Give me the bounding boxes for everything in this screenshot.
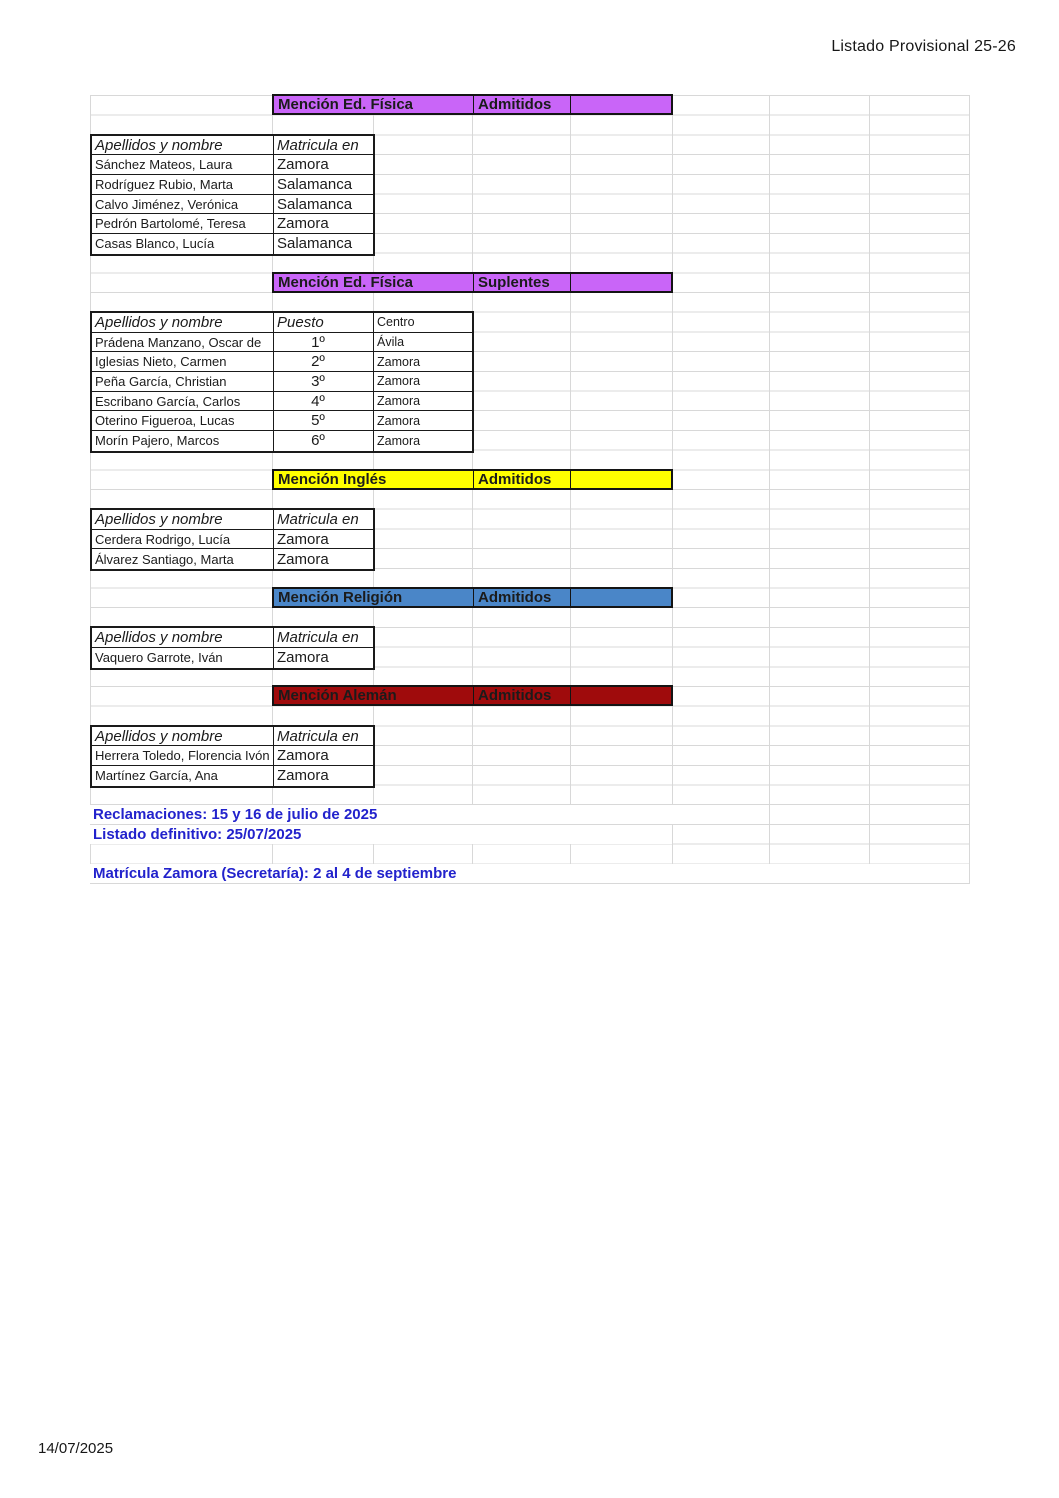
banner-empty-cell bbox=[570, 96, 671, 113]
table-row bbox=[92, 766, 373, 786]
table-row bbox=[92, 175, 373, 195]
name-cell: Rodríguez Rubio, Marta bbox=[95, 176, 234, 192]
name-cell: Casas Blanco, Lucía bbox=[95, 236, 215, 252]
column-header-matricula: Matricula en bbox=[273, 628, 373, 647]
banner-title: Mención Alemán bbox=[278, 687, 397, 705]
column-header-matricula: Matricula en bbox=[273, 510, 373, 529]
name-cell: Calvo Jiménez, Verónica bbox=[95, 196, 239, 212]
table-row bbox=[92, 648, 373, 668]
table-row bbox=[92, 155, 373, 175]
table-row bbox=[92, 352, 472, 372]
banner-empty-cell bbox=[570, 687, 671, 704]
footer-date: 14/07/2025 bbox=[38, 1440, 114, 1457]
table-row bbox=[92, 530, 373, 550]
roster-table-ed-fisica-admitidos bbox=[90, 134, 375, 256]
puesto-cell: 6º bbox=[273, 431, 373, 451]
name-cell: Cerdera Rodrigo, Lucía bbox=[95, 531, 231, 547]
page-title: Listado Provisional 25-26 bbox=[831, 38, 1016, 55]
centro-cell: Zamora bbox=[373, 392, 472, 411]
banner-title: Mención Ed. Física bbox=[278, 273, 414, 291]
banner-status: Admitidos bbox=[473, 687, 570, 704]
table-row bbox=[92, 746, 373, 766]
banner-empty-cell bbox=[570, 471, 671, 488]
table-row bbox=[92, 214, 373, 234]
matricula-cell: Zamora bbox=[273, 648, 373, 668]
table-row bbox=[92, 372, 472, 392]
puesto-cell: 4º bbox=[273, 392, 373, 411]
banner-empty-cell bbox=[570, 589, 671, 606]
centro-cell: Ávila bbox=[373, 333, 472, 352]
name-cell: Escribano García, Carlos bbox=[95, 393, 241, 409]
puesto-cell: 1º bbox=[273, 333, 373, 352]
table-header-row bbox=[92, 510, 373, 530]
column-header-centro: Centro bbox=[373, 313, 472, 332]
table-row bbox=[92, 549, 373, 569]
name-cell: Álvarez Santiago, Marta bbox=[95, 551, 234, 567]
column-header-name: Apellidos y nombre bbox=[95, 136, 223, 154]
name-cell: Oterino Figueroa, Lucas bbox=[95, 413, 235, 429]
matricula-cell: Zamora bbox=[273, 549, 373, 569]
column-header-name: Apellidos y nombre bbox=[95, 727, 223, 745]
matricula-cell: Zamora bbox=[273, 766, 373, 786]
note-line: Listado definitivo: 25/07/2025 bbox=[90, 825, 672, 844]
table-row bbox=[92, 392, 472, 412]
matricula-cell: Salamanca bbox=[273, 234, 373, 254]
table-row bbox=[92, 234, 373, 254]
note-line: Reclamaciones: 15 y 16 de julio de 2025 bbox=[90, 805, 769, 824]
column-header-puesto: Puesto bbox=[273, 313, 373, 332]
puesto-cell: 2º bbox=[273, 352, 373, 371]
table-header-row bbox=[92, 628, 373, 648]
banner-status: Suplentes bbox=[473, 274, 570, 291]
table-row bbox=[92, 333, 472, 353]
banner-empty-cell bbox=[570, 274, 671, 291]
matricula-cell: Zamora bbox=[273, 746, 373, 765]
roster-table-religion-admitidos bbox=[90, 626, 375, 669]
roster-table-ed-fisica-suplentes bbox=[90, 311, 474, 453]
centro-cell: Zamora bbox=[373, 372, 472, 391]
banner-title: Mención Inglés bbox=[278, 470, 387, 488]
matricula-cell: Zamora bbox=[273, 214, 373, 233]
banner-title: Mención Ed. Física bbox=[278, 96, 414, 114]
table-row bbox=[92, 431, 472, 451]
name-cell: Sánchez Mateos, Laura bbox=[95, 157, 233, 173]
mention-banner-religion-admitidos bbox=[272, 587, 673, 608]
mention-banner-aleman-admitidos bbox=[272, 685, 673, 706]
puesto-cell: 3º bbox=[273, 372, 373, 391]
mention-banner-ed-fisica-suplentes bbox=[272, 272, 673, 293]
roster-table-ingles-admitidos bbox=[90, 508, 375, 571]
name-cell: Peña García, Christian bbox=[95, 373, 227, 389]
column-header-matricula: Matricula en bbox=[273, 136, 373, 155]
name-cell: Morín Pajero, Marcos bbox=[95, 433, 220, 449]
banner-title: Mención Religión bbox=[278, 588, 403, 606]
table-header-row bbox=[92, 727, 373, 747]
column-header-name: Apellidos y nombre bbox=[95, 313, 223, 331]
table-row bbox=[92, 195, 373, 215]
matricula-cell: Zamora bbox=[273, 530, 373, 549]
note-line: Matrícula Zamora (Secretaría): 2 al 4 de septiembre bbox=[90, 864, 969, 883]
name-cell: Herrera Toledo, Florencia Ivón bbox=[95, 748, 270, 764]
column-header-name: Apellidos y nombre bbox=[95, 510, 223, 528]
column-header-name: Apellidos y nombre bbox=[95, 629, 223, 647]
name-cell: Prádena Manzano, Oscar de bbox=[95, 334, 262, 350]
name-cell: Vaquero Garrote, Iván bbox=[95, 650, 223, 666]
banner-status: Admitidos bbox=[473, 471, 570, 488]
roster-table-aleman-admitidos bbox=[90, 725, 375, 788]
centro-cell: Zamora bbox=[373, 411, 472, 430]
mention-banner-ed-fisica-admitidos bbox=[272, 94, 673, 115]
column-header-matricula: Matricula en bbox=[273, 727, 373, 746]
matricula-cell: Salamanca bbox=[273, 175, 373, 194]
centro-cell: Zamora bbox=[373, 431, 472, 451]
name-cell: Martínez García, Ana bbox=[95, 768, 218, 784]
name-cell: Pedrón Bartolomé, Teresa bbox=[95, 216, 246, 232]
spreadsheet-grid bbox=[90, 95, 970, 884]
matricula-cell: Salamanca bbox=[273, 195, 373, 214]
banner-status: Admitidos bbox=[473, 589, 570, 606]
table-header-row bbox=[92, 136, 373, 156]
centro-cell: Zamora bbox=[373, 352, 472, 371]
table-header-row bbox=[92, 313, 472, 333]
puesto-cell: 5º bbox=[273, 411, 373, 430]
mention-banner-ingles-admitidos bbox=[272, 469, 673, 490]
table-row bbox=[92, 411, 472, 431]
banner-status: Admitidos bbox=[473, 96, 570, 113]
name-cell: Iglesias Nieto, Carmen bbox=[95, 354, 227, 370]
matricula-cell: Zamora bbox=[273, 155, 373, 174]
